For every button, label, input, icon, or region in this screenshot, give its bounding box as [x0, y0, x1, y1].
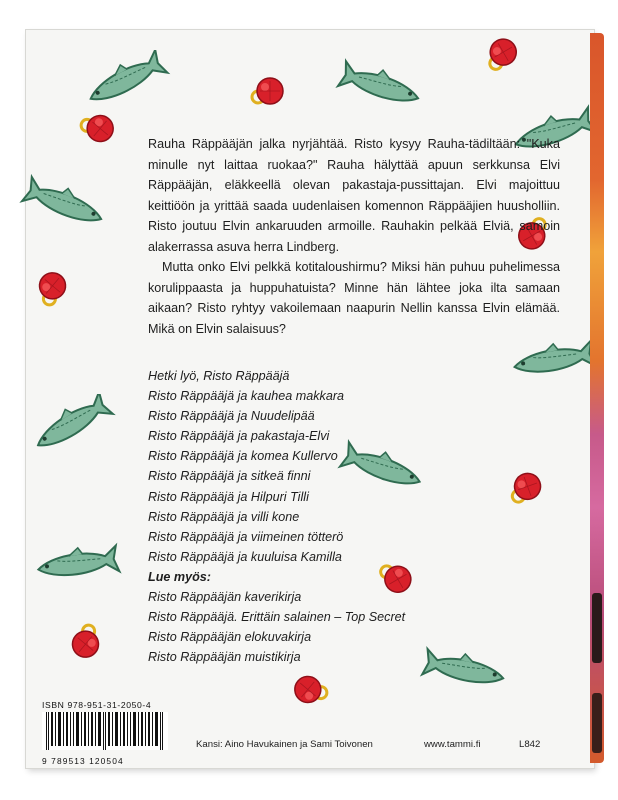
ruby-ring-icon	[506, 468, 546, 508]
read-also-title: Risto Räppääjän muistikirja	[148, 650, 301, 665]
read-also-title: Risto Räppääjän kaverikirja	[148, 590, 302, 605]
fish-icon	[22, 394, 122, 454]
fish-icon	[76, 50, 176, 110]
product-code: L842	[519, 739, 541, 750]
series-list	[148, 366, 448, 667]
fish-icon	[330, 56, 430, 116]
ruby-ring-icon	[482, 34, 522, 74]
fish-icon	[28, 534, 128, 594]
series-title: Risto Räppääjä ja viimeinen tötterö	[148, 529, 344, 544]
publisher-url: www.tammi.fi	[424, 739, 481, 750]
spine-illustration-detail	[592, 693, 602, 753]
read-also-title: Risto Räppääjä. Erittäin salainen – Top Secret	[148, 610, 406, 625]
series-title: Risto Räppääjä ja sitkeä finni	[148, 469, 311, 484]
read-also-heading: Lue myös:	[148, 569, 211, 584]
series-title: Risto Räppääjä ja villi kone	[148, 509, 300, 524]
barcode-icon	[42, 712, 168, 750]
series-title: Hetki lyö, Risto Räppääjä	[148, 369, 290, 383]
cover-credit: Kansi: Aino Havukainen ja Sami Toivonen	[196, 739, 373, 750]
isbn-label: ISBN 978-951-31-2050-4	[42, 700, 152, 710]
barcode-number: 9 789513 120504	[42, 756, 124, 766]
fish-icon	[14, 174, 114, 234]
ruby-ring-icon	[290, 670, 330, 710]
series-title: Risto Räppääjä ja Nuudelipää	[148, 409, 315, 424]
ruby-ring-icon	[78, 108, 118, 148]
series-title: Risto Räppääjä ja komea Kullervo	[148, 449, 338, 464]
series-title: Risto Räppääjä ja Hilpuri Tilli	[148, 489, 309, 504]
isbn-barcode	[42, 700, 168, 766]
blurb-paragraph: Mutta onko Elvi pelkkä kotitaloushirmu? Miksi hän puhuu puhelimessa korulippaasta ja huppuhatuista? Minne hän lähtee joka ilta samaan aikaan? Risto ryhtyy vakoilemaan naapurin Nellin kanssa Elvin elämää. Mikä on Elvin salaisuus?	[148, 260, 560, 336]
ruby-ring-icon	[248, 72, 288, 112]
read-also-title: Risto Räppääjän elokuvakirja	[148, 630, 312, 645]
blurb-text	[148, 134, 560, 339]
series-title: Risto Räppääjä ja kuuluisa Kamilla	[148, 549, 342, 564]
ruby-ring-icon	[66, 622, 106, 662]
ruby-ring-icon	[32, 268, 72, 308]
fish-icon	[504, 330, 604, 390]
series-title: Risto Räppääjä ja pakastaja-Elvi	[148, 429, 330, 444]
spine-illustration-detail	[592, 593, 602, 663]
blurb-paragraph: Rauha Räppääjän jalka nyrjähtää. Risto kysyy Rauha-tädiltään: "Kuka minulle nyt laittaa ruokaa?" Rauha hälyttää apuun serkkunsa Elvi Räppääjän, eläkkeellä olevan pakastaja-pussittajan. Elvi majoittuu keittiöön ja yrittää saada uudenlaisen komennon Räppääjien huusholliin. Risto joutuu Elvin ankaruuden armoille. Rauhakin pelkää Elviä, samoin alakerrassa asuva herra Lindberg.	[148, 137, 560, 254]
series-title: Risto Räppääjä ja kauhea makkara	[148, 389, 345, 404]
book-spine	[590, 33, 604, 763]
